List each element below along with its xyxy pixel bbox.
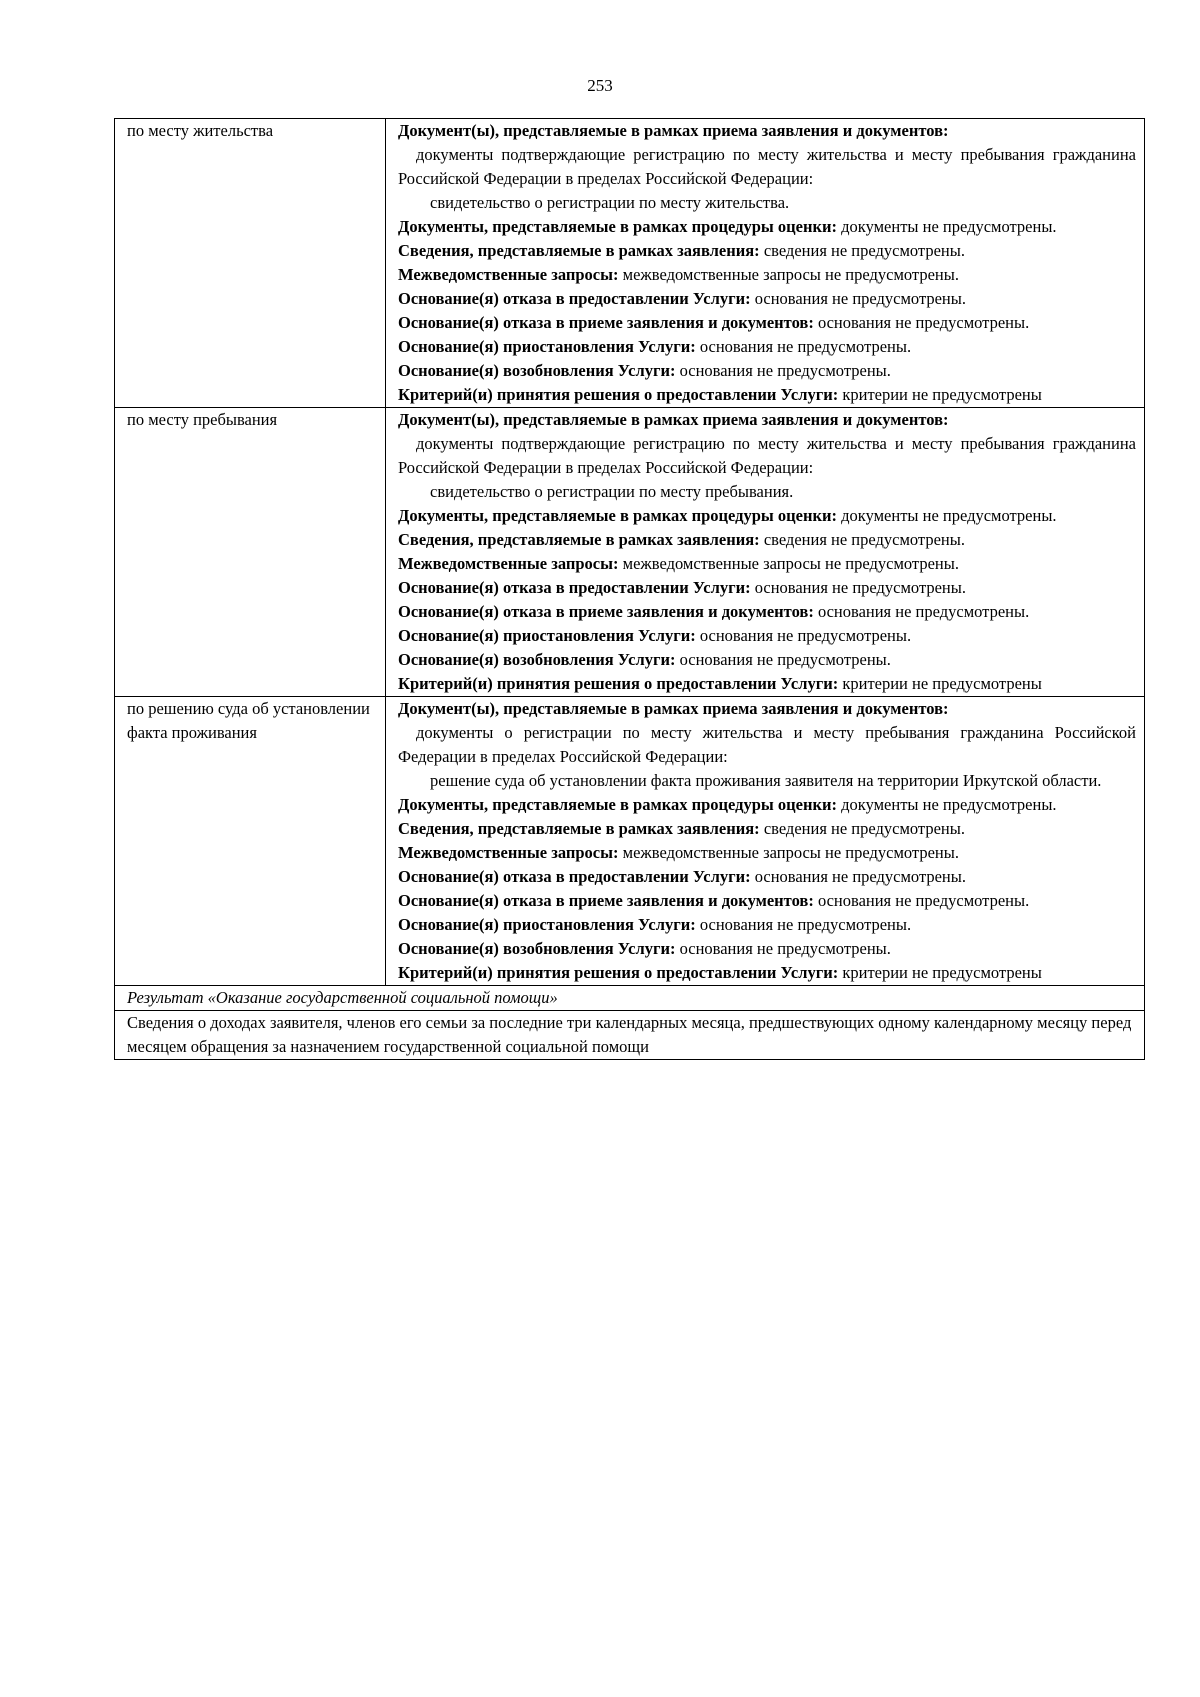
requests-text: межведомственные запросы не предусмотрены.: [622, 265, 959, 284]
reject-text: основания не предусмотрены.: [817, 891, 1030, 910]
row-label: по решению суда об установлении факта проживания: [115, 697, 386, 986]
suspend-heading: Основание(я) приостановления Услуги:: [398, 337, 696, 356]
table-row: [115, 986, 1145, 1011]
info-heading: Сведения, представляемые в рамках заявления:: [398, 241, 760, 260]
criteria-section: [398, 383, 1136, 407]
reject-section: [398, 889, 1136, 913]
row-content: [386, 408, 1145, 697]
suspend-section: [398, 624, 1136, 648]
resume-text: основания не предусмотрены.: [679, 361, 891, 380]
info-heading: Сведения, представляемые в рамках заявления:: [398, 819, 760, 838]
docs-heading: Документ(ы), представляемые в рамках приема заявления и документов:: [398, 699, 949, 718]
eval-heading: Документы, представляемые в рамках процедуры оценки:: [398, 506, 838, 525]
reject-heading: Основание(я) отказа в приеме заявления и документов:: [398, 313, 814, 332]
docs-section: [398, 119, 1136, 143]
row-label: по месту пребывания: [115, 408, 386, 697]
suspend-section: [398, 335, 1136, 359]
criteria-text: критерии не предусмотрены: [842, 385, 1042, 404]
refuse-heading: Основание(я) отказа в предоставлении Услуги:: [398, 867, 751, 886]
info-section: [398, 239, 1136, 263]
reject-heading: Основание(я) отказа в приеме заявления и документов:: [398, 602, 814, 621]
criteria-text: критерии не предусмотрены: [842, 963, 1042, 982]
eval-section: [398, 793, 1136, 817]
reject-text: основания не предусмотрены.: [817, 313, 1030, 332]
requests-text: межведомственные запросы не предусмотрены.: [622, 843, 959, 862]
suspend-text: основания не предусмотрены.: [699, 626, 912, 645]
suspend-section: [398, 913, 1136, 937]
reject-heading: Основание(я) отказа в приеме заявления и документов:: [398, 891, 814, 910]
eval-text: документы не предусмотрены.: [841, 217, 1057, 236]
table-row: [115, 1011, 1145, 1060]
info-text: сведения не предусмотрены.: [763, 530, 965, 549]
table-row: [115, 408, 1145, 697]
refuse-section: [398, 865, 1136, 889]
info-heading: Сведения, представляемые в рамках заявления:: [398, 530, 760, 549]
eval-section: [398, 504, 1136, 528]
doc-item: свидетельство о регистрации по месту жительства.: [430, 193, 790, 212]
suspend-heading: Основание(я) приостановления Услуги:: [398, 915, 696, 934]
refuse-text: основания не предусмотрены.: [754, 289, 966, 308]
requests-section: [398, 552, 1136, 576]
requests-heading: Межведомственные запросы:: [398, 265, 619, 284]
eval-text: документы не предусмотрены.: [841, 506, 1057, 525]
resume-heading: Основание(я) возобновления Услуги:: [398, 939, 676, 958]
docs-text: документы подтверждающие регистрацию по месту жительства и месту пребывания гражданина Российской Федерации в пределах Российской Федерации:: [398, 145, 1136, 188]
refuse-text: основания не предусмотрены.: [754, 867, 966, 886]
table-row: [115, 119, 1145, 408]
refuse-section: [398, 287, 1136, 311]
requests-heading: Межведомственные запросы:: [398, 843, 619, 862]
eval-section: [398, 215, 1136, 239]
reject-text: основания не предусмотрены.: [817, 602, 1030, 621]
info-section: [398, 528, 1136, 552]
page-number: 253: [587, 76, 613, 95]
criteria-section: [398, 672, 1136, 696]
docs-heading: Документ(ы), представляемые в рамках приема заявления и документов:: [398, 410, 949, 429]
docs-text: документы подтверждающие регистрацию по месту жительства и месту пребывания гражданина Российской Федерации в пределах Российской Федерации:: [398, 434, 1136, 477]
row-label: по месту жительства: [115, 119, 386, 408]
eval-text: документы не предусмотрены.: [841, 795, 1057, 814]
info-section: [398, 817, 1136, 841]
info-text: сведения не предусмотрены.: [763, 819, 965, 838]
requests-heading: Межведомственные запросы:: [398, 554, 619, 573]
resume-section: [398, 648, 1136, 672]
criteria-section: [398, 961, 1136, 985]
document-table: [114, 118, 1145, 1060]
criteria-heading: Критерий(и) принятия решения о предоставлении Услуги:: [398, 385, 839, 404]
criteria-heading: Критерий(и) принятия решения о предоставлении Услуги:: [398, 674, 839, 693]
row-content: [386, 697, 1145, 986]
criteria-text: критерии не предусмотрены: [842, 674, 1042, 693]
reject-section: [398, 600, 1136, 624]
suspend-text: основания не предусмотрены.: [699, 337, 912, 356]
refuse-section: [398, 576, 1136, 600]
eval-heading: Документы, представляемые в рамках процедуры оценки:: [398, 217, 838, 236]
table-row: [115, 697, 1145, 986]
resume-section: [398, 937, 1136, 961]
refuse-text: основания не предусмотрены.: [754, 578, 966, 597]
doc-item: свидетельство о регистрации по месту пребывания.: [430, 482, 794, 501]
refuse-heading: Основание(я) отказа в предоставлении Услуги:: [398, 289, 751, 308]
suspend-text: основания не предусмотрены.: [699, 915, 912, 934]
requests-section: [398, 263, 1136, 287]
reject-section: [398, 311, 1136, 335]
docs-section: [398, 408, 1136, 432]
requests-text: межведомственные запросы не предусмотрены.: [622, 554, 959, 573]
docs-section: [398, 697, 1136, 721]
row-content: [386, 119, 1145, 408]
docs-heading: Документ(ы), представляемые в рамках приема заявления и документов:: [398, 121, 949, 140]
resume-text: основания не предусмотрены.: [679, 939, 891, 958]
eval-heading: Документы, представляемые в рамках процедуры оценки:: [398, 795, 838, 814]
resume-heading: Основание(я) возобновления Услуги:: [398, 361, 676, 380]
resume-section: [398, 359, 1136, 383]
resume-heading: Основание(я) возобновления Услуги:: [398, 650, 676, 669]
resume-text: основания не предусмотрены.: [679, 650, 891, 669]
result-title: Результат «Оказание государственной социальной помощи»: [115, 986, 1145, 1011]
info-text: сведения не предусмотрены.: [763, 241, 965, 260]
refuse-heading: Основание(я) отказа в предоставлении Услуги:: [398, 578, 751, 597]
doc-item: решение суда об установлении факта проживания заявителя на территории Иркутской области.: [430, 771, 1102, 790]
criteria-heading: Критерий(и) принятия решения о предоставлении Услуги:: [398, 963, 839, 982]
income-info: Сведения о доходах заявителя, членов его семьи за последние три календарных месяца, предшествующих одному календарному месяцу перед месяцем обращения за назначением государственной социальной помощи: [115, 1011, 1145, 1060]
docs-text: документы о регистрации по месту жительства и месту пребывания гражданина Российской Федерации в пределах Российской Федерации:: [398, 723, 1136, 766]
requests-section: [398, 841, 1136, 865]
suspend-heading: Основание(я) приостановления Услуги:: [398, 626, 696, 645]
